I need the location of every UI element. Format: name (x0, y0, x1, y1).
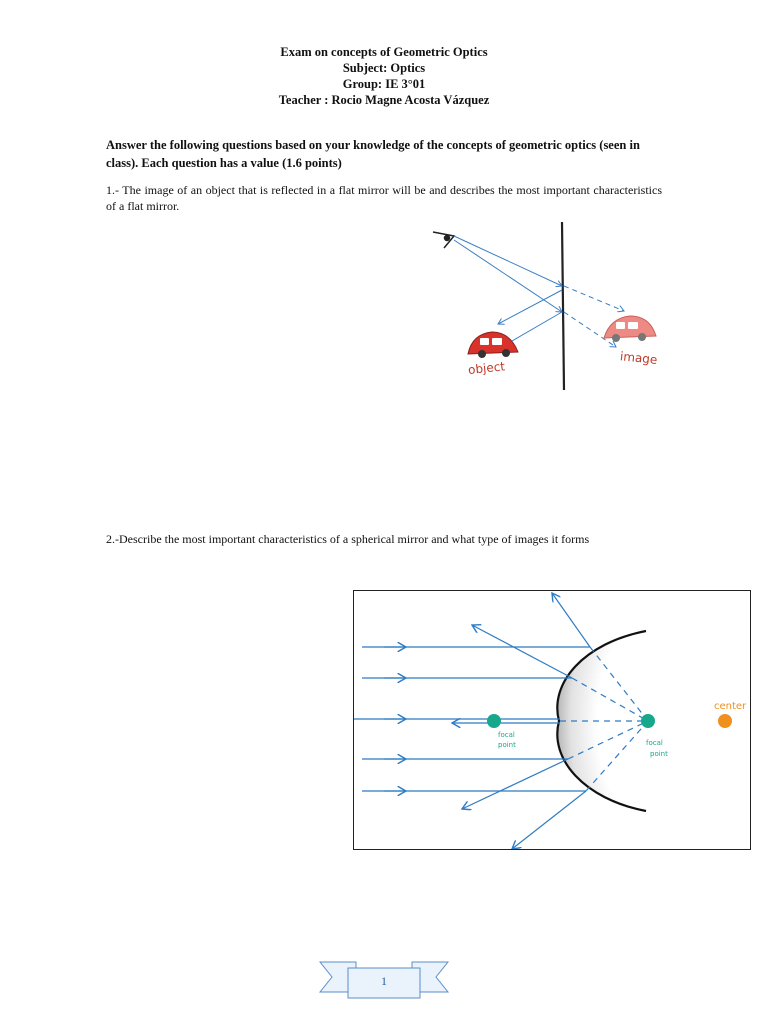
image-car (604, 316, 656, 342)
object-car (468, 332, 518, 358)
focal-point-left (487, 714, 501, 728)
object-label: object (467, 359, 506, 378)
question-2: 2.-Describe the most important characteristics of a spherical mirror and what type of images it forms (106, 532, 590, 546)
exam-subject: Subject: Optics (342, 61, 426, 75)
eye-icon (433, 232, 454, 248)
focal-point-right (641, 714, 655, 728)
center-point (718, 714, 732, 728)
focal-label-right-2: point (650, 750, 668, 758)
page-number: 1 (381, 974, 387, 988)
page-number-ribbon (318, 958, 450, 1002)
exam-header (0, 44, 768, 108)
exam-group: Group: IE 3°01 (342, 77, 426, 91)
exam-teacher: Teacher : Rocio Magne Acosta Vázquez (278, 93, 490, 107)
focal-label-right-1: focal (646, 739, 663, 747)
flat-mirror-figure (428, 220, 668, 395)
image-label: image (619, 349, 659, 367)
spherical-mirror-svg (354, 591, 751, 850)
spherical-mirror-figure (353, 590, 751, 850)
center-label: center (714, 701, 747, 712)
flat-mirror (562, 222, 564, 390)
convex-mirror (557, 631, 646, 811)
light-rays (454, 236, 624, 348)
focal-label-left-1: focal (498, 731, 515, 739)
question-1: 1.- The image of an object that is reflected in a flat mirror will be and describes the most important characteristics of a flat mirror. (106, 183, 662, 213)
focal-label-left-2: point (498, 741, 516, 749)
exam-title: Exam on concepts of Geometric Optics (280, 45, 488, 59)
instructions: Answer the following questions based on your knowledge of the concepts of geometric optics (seen in class). Each question has a value (1.6 points) (106, 138, 640, 170)
